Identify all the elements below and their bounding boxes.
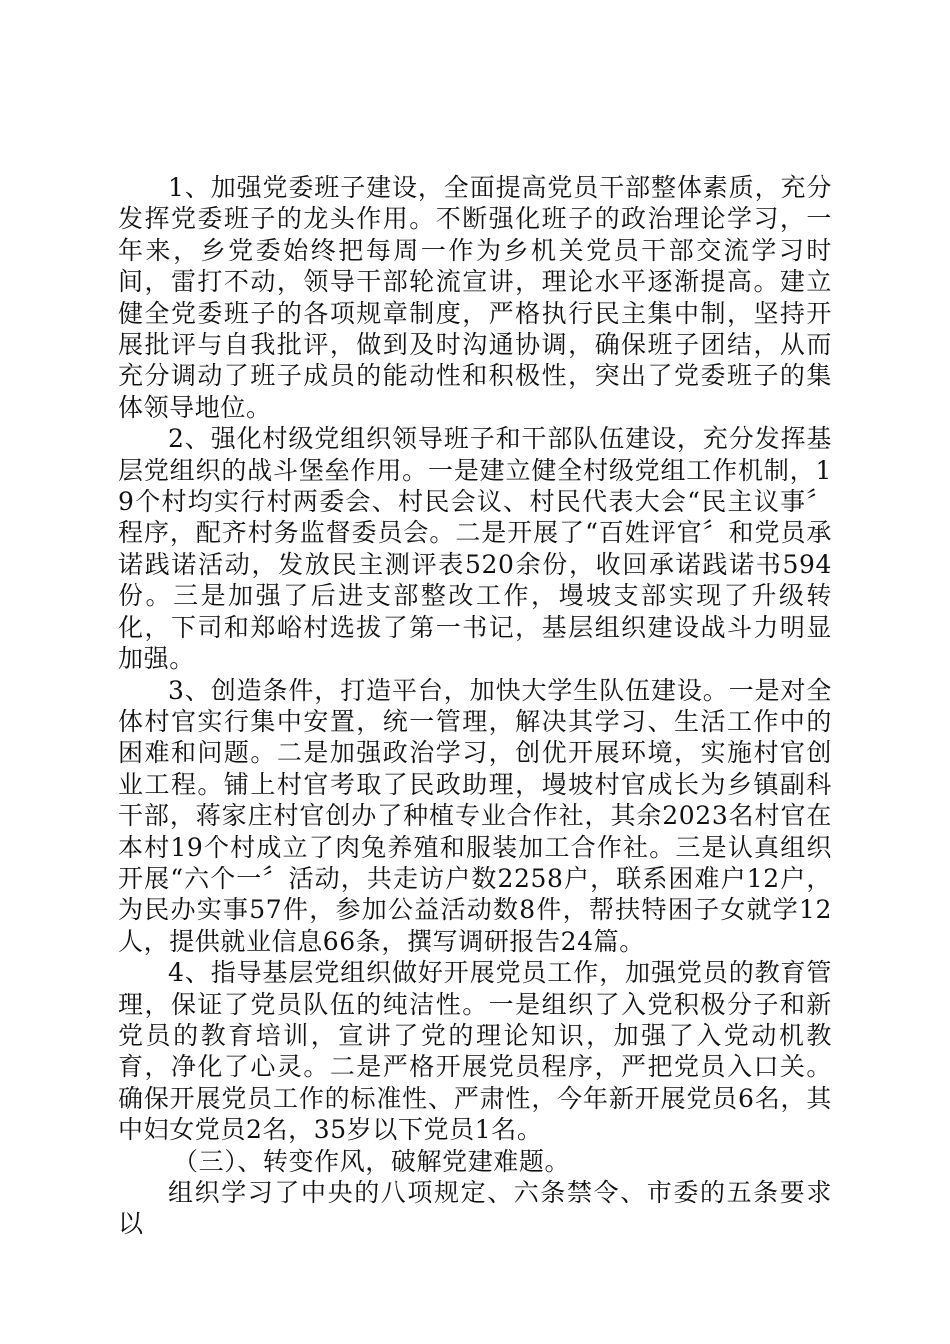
section-heading: （三）、转变作风，破解党建难题。 (173, 1146, 571, 1176)
paragraph-5: 组织学习了中央的八项规定、六条禁令、市委的五条要求以 (118, 1178, 832, 1239)
paragraph-4: 4、指导基层党组织做好开展党员工作，加强党员的教育管理，保证了党员队伍的纯洁性。一是组织了入党积极分子和新党员的教育培训，宣讲了党的理论知识，加强了入党动机教育，净化了心灵。二是严格开展党员程序，严把党员入口关。确保开展党员工作的标准性、严肃性，今年新开展党员6名，其中妇女党员2名，35岁以下党员1名。 (118, 958, 832, 1145)
document-body (118, 172, 832, 1240)
paragraph-2: 2、强化村级党组织领导班子和干部队伍建设，充分发挥基层党组织的战斗堡垒作用。一是建立健全村级党组工作机制，19个村均实行村两委会、村民会议、村民代表大会“民主议事〞程序，配齐村务监督委员会。二是开展了“百姓评官〞和党员承诺践诺活动，发放民主测评表520余份，收回承诺践诺书594份。三是加强了后进支部整改工作，墁坡支部实现了升级转化，下司和郑峪村选拔了第一书记，基层组织建设战斗力明显加强。 (118, 424, 832, 674)
paragraph-1: 1、加强党委班子建设，全面提高党员干部整体素质，充分发挥党委班子的龙头作用。不断强化班子的政治理论学习，一年来，乡党委始终把每周一作为乡机关党员干部交流学习时间，雷打不动，领导干部轮流宣讲，理论水平逐渐提高。建立健全党委班子的各项规章制度，严格执行民主集中制，坚持开展批评与自我批评，做到及时沟通协调，确保班子团结，从而充分调动了班子成员的能动性和积极性，突出了党委班子的集体领导地位。 (118, 173, 832, 422)
paragraph-3: 3、创造条件，打造平台，加快大学生队伍建设。一是对全体村官实行集中安置，统一管理，解决其学习、生活工作中的困难和问题。二是加强政治学习，创优开展环境，实施村官创业工程。铺上村官考取了民政助理，墁坡村官成长为乡镇副科干部，蒋家庄村官创办了种植专业合作社，其余2023名村官在本村19个村成立了肉兔养殖和服装加工合作社。三是认真组织开展“六个一〞活动，共走访户数2258户，联系困难户12户，为民办实事57件，参加公益活动数8件，帮扶特困子女就学12人，提供就业信息66条，撰写调研报告24篇。 (118, 675, 832, 956)
